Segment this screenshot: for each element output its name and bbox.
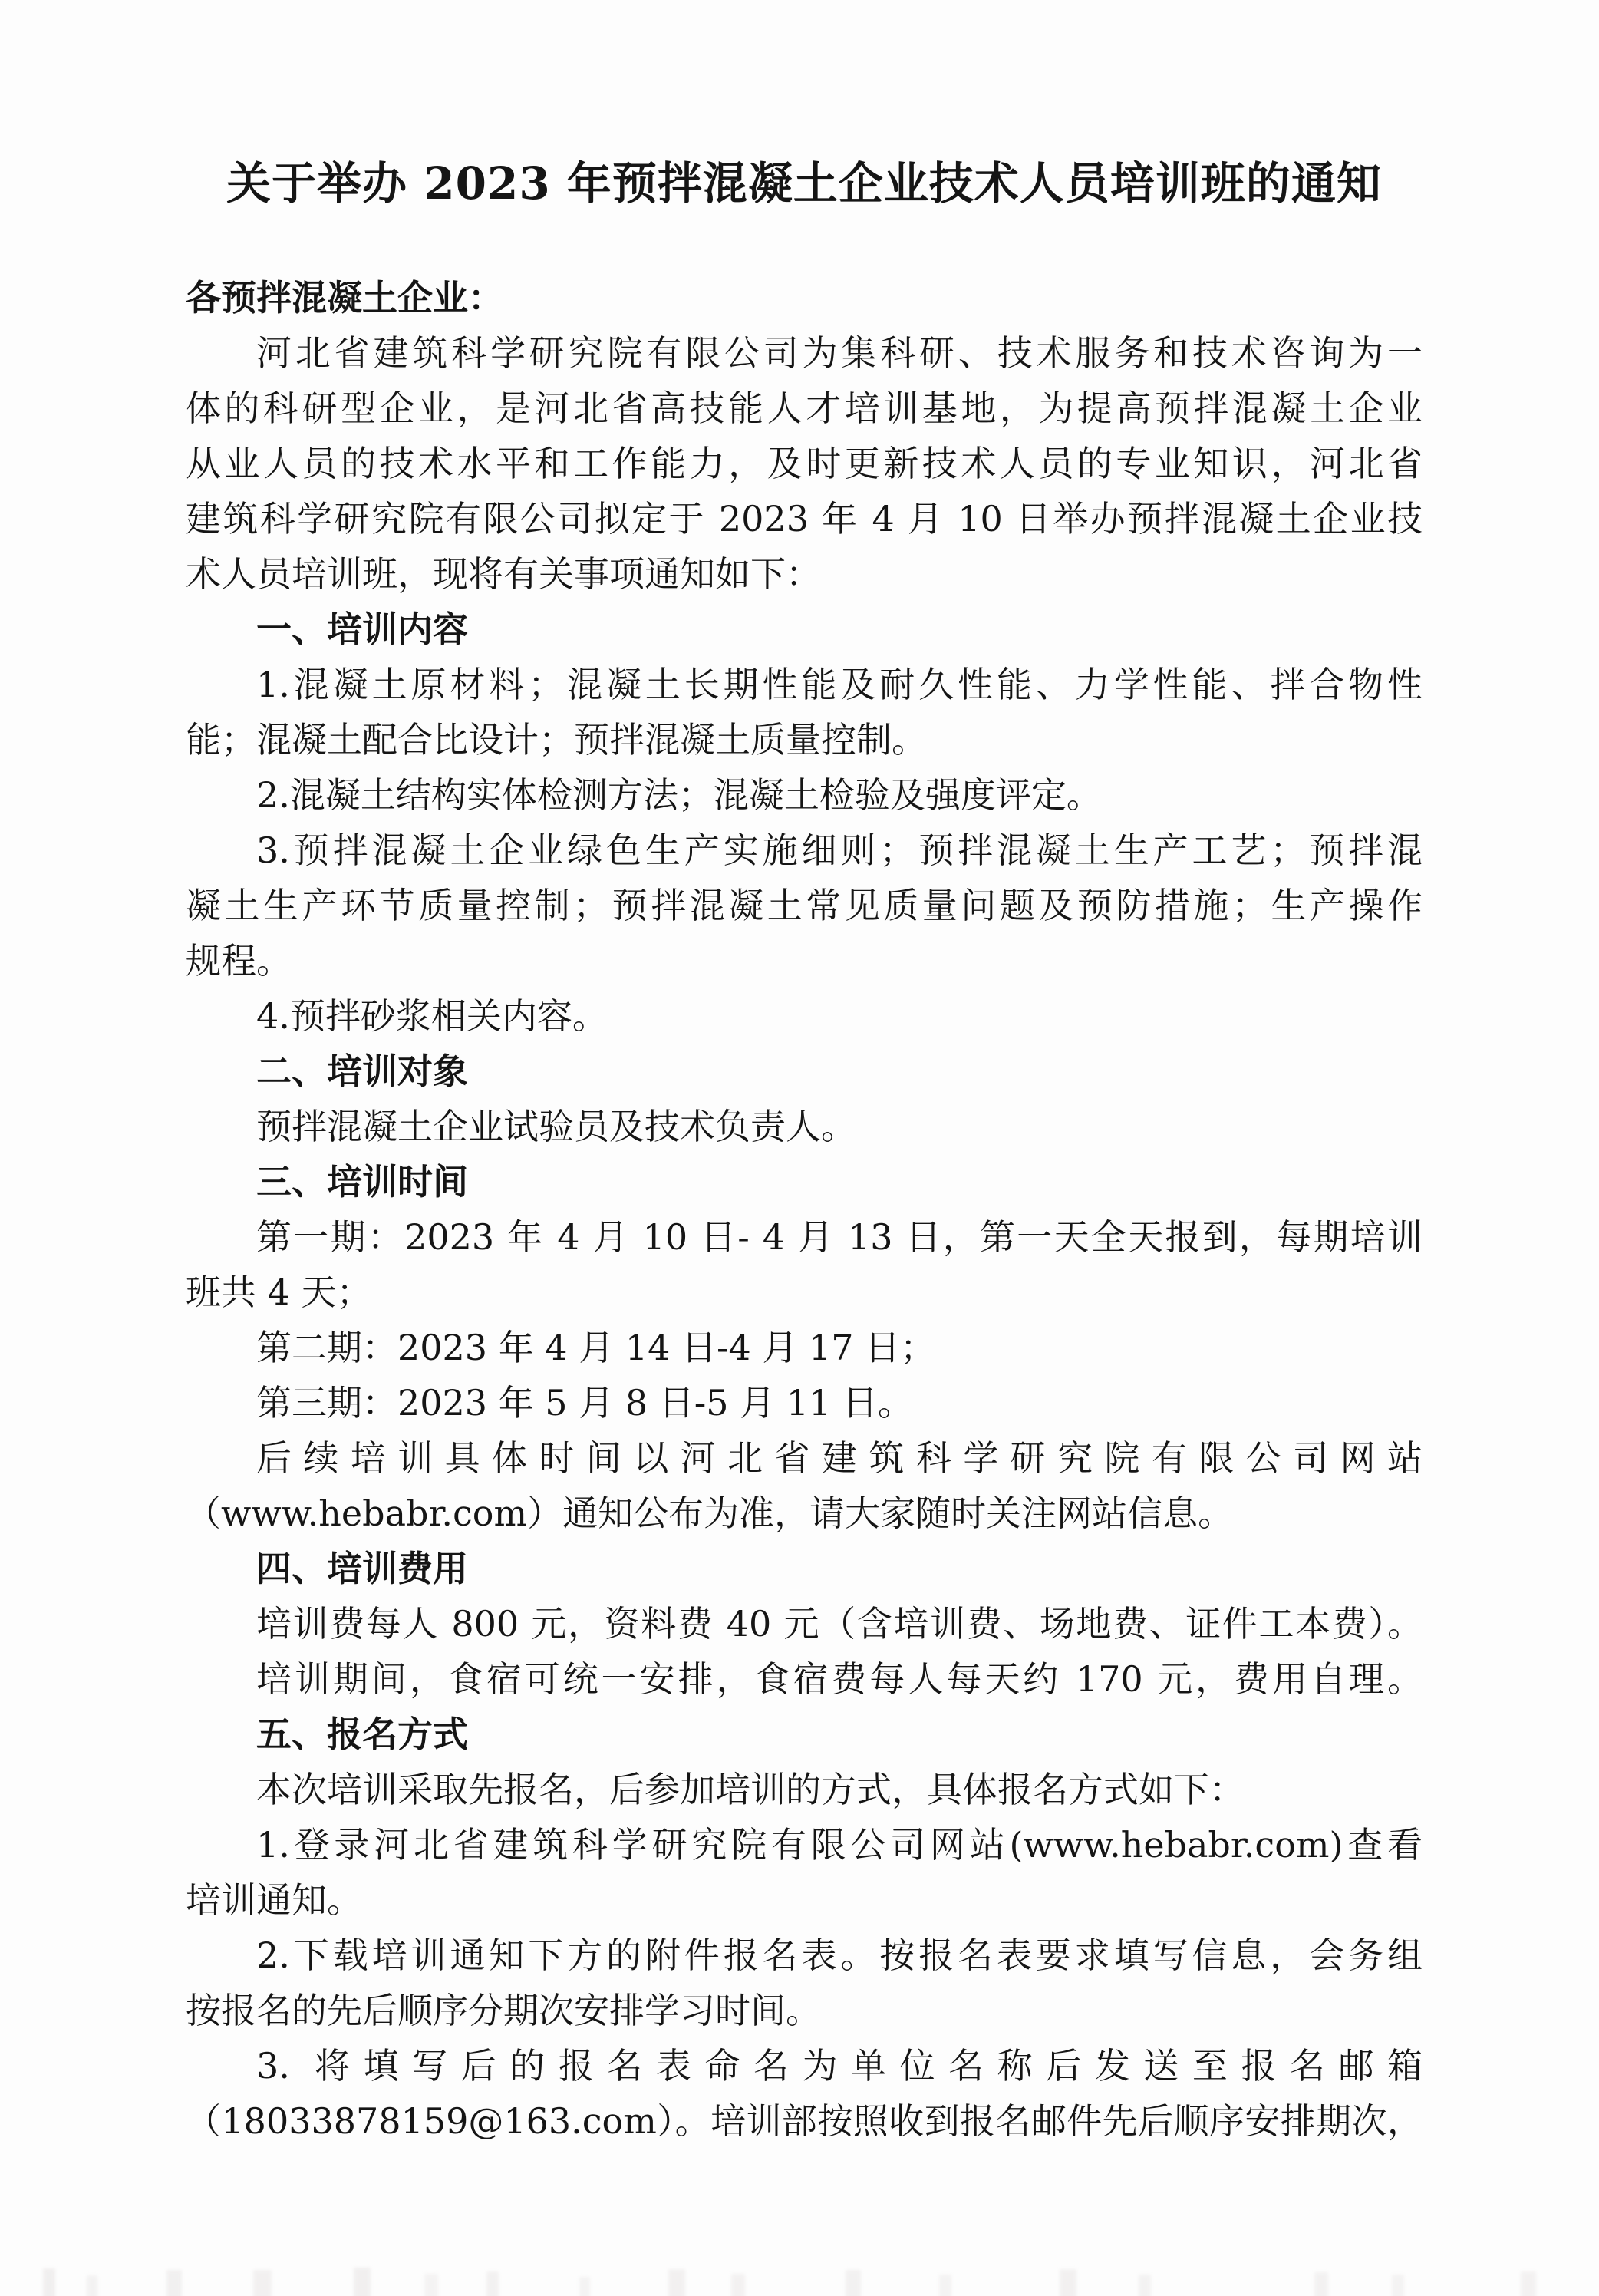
text-line: 2.下载培训通知下方的附件报名表。按报名表要求填写信息，会务组 [256, 1935, 1423, 1976]
text-line: 五、报名方式 [256, 1714, 468, 1755]
text-line: 能；混凝土配合比设计；预拌混凝土质量控制。 [186, 719, 927, 760]
text-line: （www.hebabr.com）通知公布为准，请大家随时关注网站信息。 [186, 1493, 1234, 1534]
text-line: 二、培训对象 [256, 1051, 468, 1092]
text-line: 预拌混凝土企业试验员及技术负责人。 [256, 1106, 856, 1147]
text-line: 2.混凝土结构实体检测方法；混凝土检验及强度评定。 [256, 774, 1102, 816]
text-line: 按报名的先后顺序分期次安排学习时间。 [186, 1990, 821, 2031]
text-line: 1.登录河北省建筑科学研究院有限公司网站(www.hebabr.com)查看 [256, 1824, 1423, 1866]
text-line: 术人员培训班，现将有关事项通知如下： [186, 553, 821, 595]
text-line: 从业人员的技术水平和工作能力，及时更新技术人员的专业知识，河北省 [186, 443, 1423, 484]
document-body [186, 270, 1423, 2149]
text-line: 规程。 [186, 940, 292, 981]
text-line: 4.预拌砂浆相关内容。 [256, 995, 608, 1037]
text-line: （18033878159@163.com）。培训部按照收到报名邮件先后顺序安排期次， [186, 2100, 1423, 2142]
document-title: 关于举办 2023 年预拌混凝土企业技术人员培训班的通知 [226, 157, 1382, 209]
text-line: 1.混凝土原材料；混凝土长期性能及耐久性能、力学性能、拌合物性 [256, 664, 1423, 705]
text-line: 河北省建筑科学研究院有限公司为集科研、技术服务和技术咨询为一 [256, 332, 1423, 374]
text-line: 后续培训具体时间以河北省建筑科学研究院有限公司网站 [256, 1437, 1423, 1479]
text-line: 3. 将填写后的报名表命名为单位名称后发送至报名邮箱 [256, 2045, 1423, 2087]
text-line: 第一期：2023 年 4 月 10 日- 4 月 13 日，第一天全天报到，每期培训 [256, 1216, 1423, 1258]
text-line: 班共 4 天； [186, 1272, 372, 1313]
text-line: 建筑科学研究院有限公司拟定于 2023 年 4 月 10 日举办预拌混凝土企业技 [186, 498, 1423, 539]
text-line: 三、培训时间 [256, 1161, 468, 1202]
document-content [186, 152, 1423, 2149]
text-line: 培训费每人 800 元，资料费 40 元（含培训费、场地费、证件工本费）。 [256, 1603, 1423, 1644]
text-line: 本次培训采取先报名，后参加培训的方式，具体报名方式如下： [256, 1769, 1245, 1810]
scan-cutoff-artifact [0, 2259, 3, 2290]
text-line: 四、培训费用 [256, 1548, 468, 1589]
text-line: 凝土生产环节质量控制；预拌混凝土常见质量问题及预防措施；生产操作 [186, 885, 1423, 926]
text-line: 第二期：2023 年 4 月 14 日-4 月 17 日； [256, 1327, 936, 1368]
text-line: 第三期：2023 年 5 月 8 日-5 月 11 日。 [256, 1382, 913, 1423]
text-line: 3.预拌混凝土企业绿色生产实施细则；预拌混凝土生产工艺；预拌混 [256, 830, 1423, 871]
text-line: 体的科研型企业，是河北省高技能人才培训基地，为提高预拌混凝土企业 [186, 388, 1423, 429]
text-line: 培训通知。 [186, 1879, 362, 1921]
text-line: 一、培训内容 [256, 609, 468, 650]
text-line: 培训期间，食宿可统一安排，食宿费每人每天约 170 元，费用自理。 [256, 1658, 1423, 1700]
text-line: 各预拌混凝土企业： [186, 277, 503, 318]
